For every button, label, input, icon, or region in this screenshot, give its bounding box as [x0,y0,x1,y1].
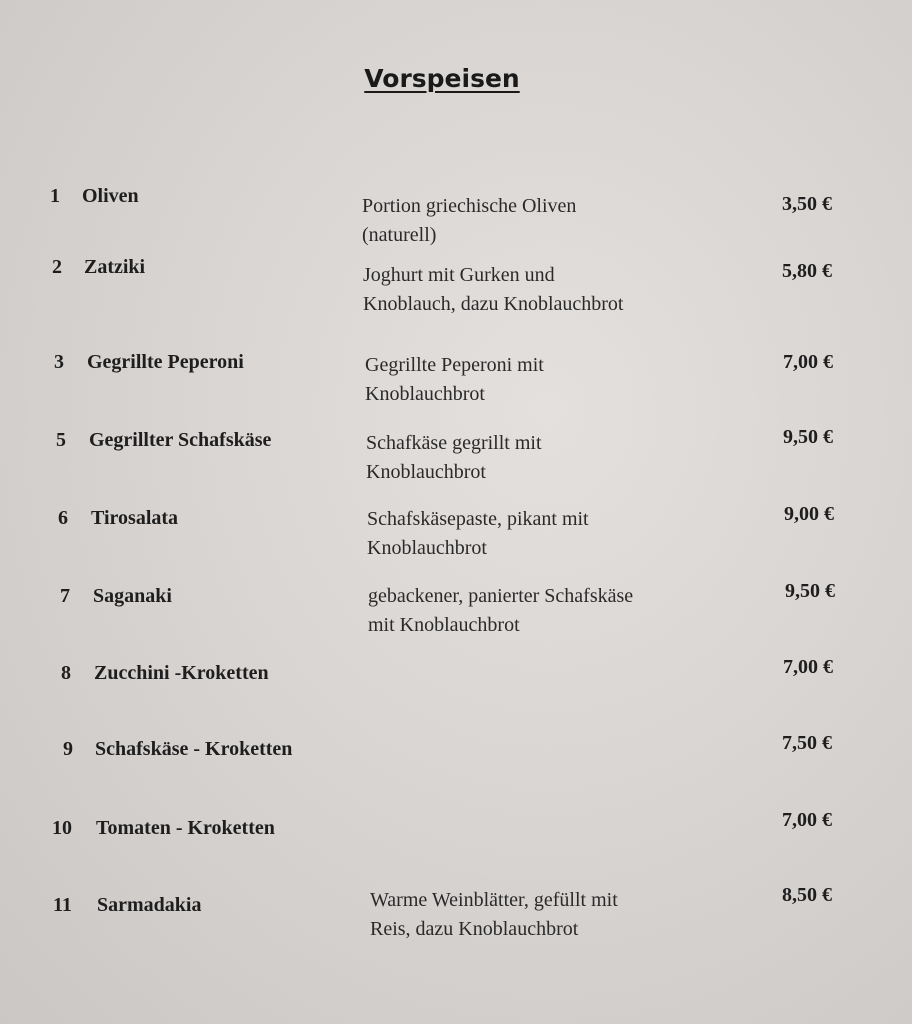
item-number: 11 [53,894,72,916]
menu-item [0,351,912,421]
item-description-line: gebackener, panierter Schafskäse [368,585,634,607]
item-name: Oliven [82,185,139,207]
item-description-line: Knoblauchbrot [366,461,486,483]
item-price: 7,00 € [782,809,832,831]
item-number: 1 [50,185,60,207]
item-name: Zatziki [84,256,146,278]
item-number: 10 [52,817,72,839]
menu-item [0,884,912,964]
item-number: 6 [58,507,68,529]
item-name: Tirosalata [91,507,179,529]
item-description-line: Knoblauchbrot [365,383,485,405]
item-name: Schafskäse - Kroketten [95,738,293,760]
item-description-line: Schafkäse gegrillt mit [366,432,542,454]
item-name: Saganaki [93,585,172,607]
item-price: 7,00 € [783,351,833,373]
item-price: 3,50 € [782,193,832,215]
menu-item [0,185,912,255]
item-description-line: Portion griechische Oliven [362,195,577,217]
item-description-line: Reis, dazu Knoblauchbrot [370,918,579,940]
item-description [362,192,682,250]
menu-item [0,732,912,808]
item-number: 9 [63,738,73,760]
menu-item [0,580,912,655]
item-number: 2 [52,256,62,278]
item-number: 3 [54,351,64,373]
item-description [363,261,683,319]
item-description [366,429,686,487]
menu-item [0,256,912,326]
item-price: 9,50 € [783,426,833,448]
item-description [370,886,690,944]
item-price: 5,80 € [782,260,832,282]
item-number: 8 [61,662,71,684]
item-description-line: Knoblauchbrot [367,537,487,559]
item-description-line: (naturell) [362,224,437,246]
item-price: 9,50 € [785,580,835,602]
item-description-line: Joghurt mit Gurken und [363,264,555,286]
item-description-line: Knoblauch, dazu Knoblauchbrot [363,293,624,315]
menu-item [0,503,912,577]
item-name: Sarmadakia [97,894,202,916]
item-number: 5 [56,429,66,451]
item-description-line: mit Knoblauchbrot [368,614,520,636]
item-name: Gegrillter Schafskäse [89,429,272,451]
item-price: 9,00 € [784,503,834,525]
item-description [368,582,688,640]
menu-title: Vorspeisen [364,64,520,93]
item-price: 7,50 € [782,732,832,754]
item-description-line: Gegrillte Peperoni mit [365,354,544,376]
item-name: Tomaten - Kroketten [96,817,275,839]
item-price: 8,50 € [782,884,832,906]
menu-item [0,809,912,887]
menu-item [0,656,912,732]
item-name: Gegrillte Peperoni [87,351,244,373]
item-description-line: Warme Weinblätter, gefüllt mit [370,889,618,911]
item-number: 7 [60,585,70,607]
item-price: 7,00 € [783,656,833,678]
item-description-line: Schafskäsepaste, pikant mit [367,508,589,530]
item-description [367,505,687,563]
item-name: Zucchini -Kroketten [94,662,269,684]
menu-item [0,426,912,499]
item-description [365,351,685,409]
